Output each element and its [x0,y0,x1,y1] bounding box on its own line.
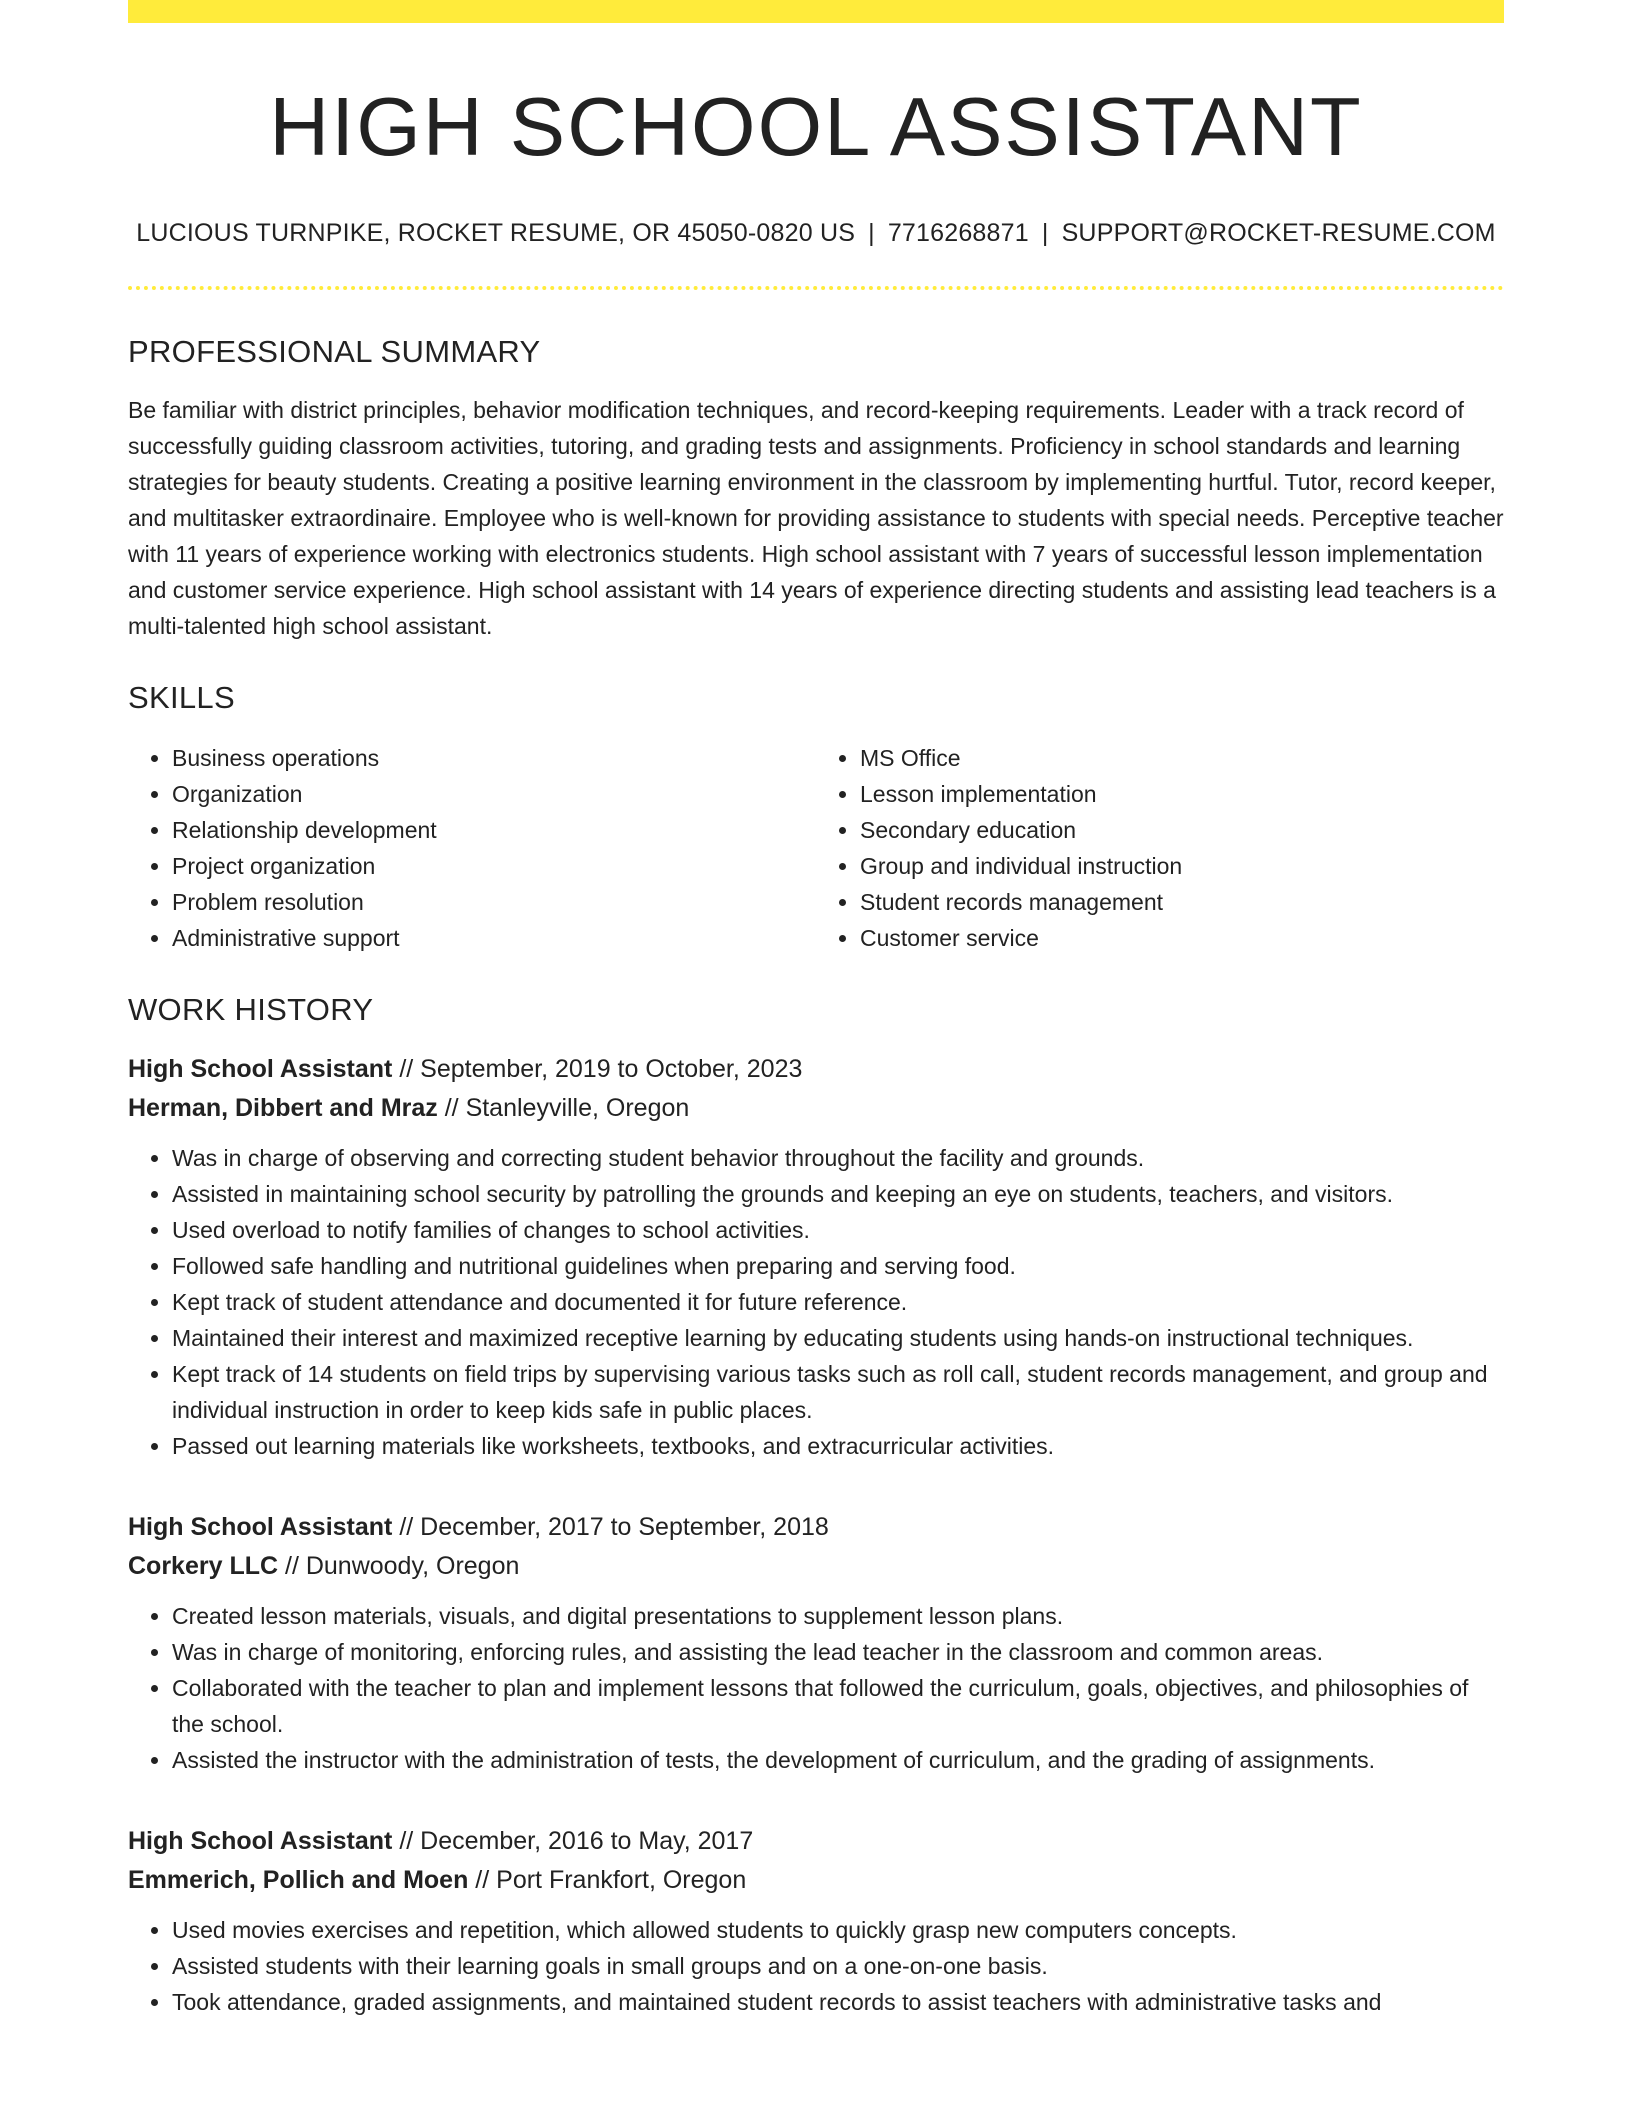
skills-list-left [128,740,816,956]
job-bullet: • Followed safe handling and nutritional guidelines when preparing and serving food. [172,1248,1504,1284]
job-bullet-list [128,1912,1504,2020]
job-bullet: • Assisted the instructor with the administration of tests, the development of curriculum, and the grading of assignments. [172,1742,1504,1778]
skill-item: • Lesson implementation [860,776,1504,812]
job-company: Emmerich, Pollich and Moen [128,1866,469,1895]
contact-line [128,218,1504,248]
skills-section [128,680,1504,956]
job-company-line [128,1861,1504,1900]
skill-item: • Secondary education [860,812,1504,848]
skill-item: • Organization [172,776,816,812]
job-location: // Stanleyville, Oregon [437,1094,690,1123]
job-entry [128,1508,1504,1778]
job-dates: // September, 2019 to October, 2023 [392,1055,803,1084]
job-title-line [128,1508,1504,1547]
job-bullet: • Used overload to notify families of changes to school activities. [172,1212,1504,1248]
contact-email: SUPPORT@ROCKET-RESUME.COM [1061,219,1496,248]
job-bullet: • Was in charge of monitoring, enforcing rules, and assisting the lead teacher in the classroom and common areas. [172,1634,1504,1670]
skills-list-right [816,740,1504,956]
job-bullet: • Kept track of 14 students on field trips by supervising various tasks such as roll call, student records management, and group and individual instruction in order to keep kids safe in public places. [172,1356,1504,1428]
job-bullet: • Assisted in maintaining school security by patrolling the grounds and keeping an eye on students, teachers, and visitors. [172,1176,1504,1212]
professional-summary-section [128,334,1504,644]
job-entry [128,1050,1504,1464]
job-location: // Dunwoody, Oregon [278,1552,520,1581]
accent-top-bar [128,0,1504,23]
job-location: // Port Frankfort, Oregon [468,1866,747,1895]
section-heading-work: WORK HISTORY [128,992,374,1028]
contact-phone: 7716268871 [887,219,1029,248]
skill-item: • Relationship development [172,812,816,848]
job-company-line [128,1547,1504,1586]
resume-name: HIGH SCHOOL ASSISTANT [269,80,1363,173]
contact-separator: | [1041,219,1049,248]
section-heading-summary: PROFESSIONAL SUMMARY [128,334,541,370]
section-heading-skills: SKILLS [128,680,235,716]
contact-address: LUCIOUS TURNPIKE, ROCKET RESUME, OR 45050-0820 US [136,219,856,248]
contact-separator: | [868,219,875,248]
job-bullet: • Maintained their interest and maximized receptive learning by educating students using hands-on instructional techniques. [172,1320,1504,1356]
skill-item: • Project organization [172,848,816,884]
skill-item: • Group and individual instruction [860,848,1504,884]
job-dates: // December, 2017 to September, 2018 [392,1513,829,1542]
job-bullet: • Passed out learning materials like worksheets, textbooks, and extracurricular activities. [172,1428,1504,1464]
job-company-line [128,1089,1504,1128]
job-title: High School Assistant [128,1055,393,1084]
job-bullet: • Was in charge of observing and correcting student behavior throughout the facility and grounds. [172,1140,1504,1176]
job-bullet-list [128,1140,1504,1464]
job-dates: // December, 2016 to May, 2017 [392,1827,754,1856]
job-bullet: • Took attendance, graded assignments, and maintained student records to assist teachers with administrative tasks and [172,1984,1504,2020]
skill-item: • Business operations [172,740,816,776]
job-company: Herman, Dibbert and Mraz [128,1094,438,1123]
skill-item: • Student records management [860,884,1504,920]
resume-page [128,0,1504,2020]
summary-paragraph: Be familiar with district principles, behavior modification techniques, and record-keeping requirements. Leader with a track record of successfully guiding classroom activities, tutoring, and grading tests and assignments. Proficiency in school standards and learning strategies for beauty students. Creating a positive learning environment in the classroom by implementing hurtful. Tutor, record keeper, and multitasker extraordinaire. Employee who is well-known for providing assistance to students with special needs. Perceptive teacher with 11 years of experience working with electronics students. High school assistant with 7 years of successful lesson implementation and customer service experience. High school assistant with 14 years of experience directing students and assisting lead teachers is a multi-talented high school assistant. [128,397,1504,640]
skill-item: • Problem resolution [172,884,816,920]
job-bullet: • Collaborated with the teacher to plan and implement lessons that followed the curriculum, goals, objectives, and philosophies of the school. [172,1670,1504,1742]
work-history-section [128,992,1504,2020]
job-bullet-list [128,1598,1504,1778]
job-company: Corkery LLC [128,1552,279,1581]
job-bullet: • Used movies exercises and repetition, which allowed students to quickly grasp new computers concepts. [172,1912,1504,1948]
skill-item: • MS Office [860,740,1504,776]
skill-item: • Customer service [860,920,1504,956]
job-bullet: • Kept track of student attendance and documented it for future reference. [172,1284,1504,1320]
job-title-line [128,1822,1504,1861]
job-bullet: • Assisted students with their learning goals in small groups and on a one-on-one basis. [172,1948,1504,1984]
job-title: High School Assistant [128,1827,393,1856]
dotted-divider [128,286,1504,290]
skill-item: • Administrative support [172,920,816,956]
job-title-line [128,1050,1504,1089]
job-bullet: • Created lesson materials, visuals, and digital presentations to supplement lesson plans. [172,1598,1504,1634]
job-entry [128,1822,1504,2020]
job-title: High School Assistant [128,1513,393,1542]
skills-columns [128,740,1504,956]
